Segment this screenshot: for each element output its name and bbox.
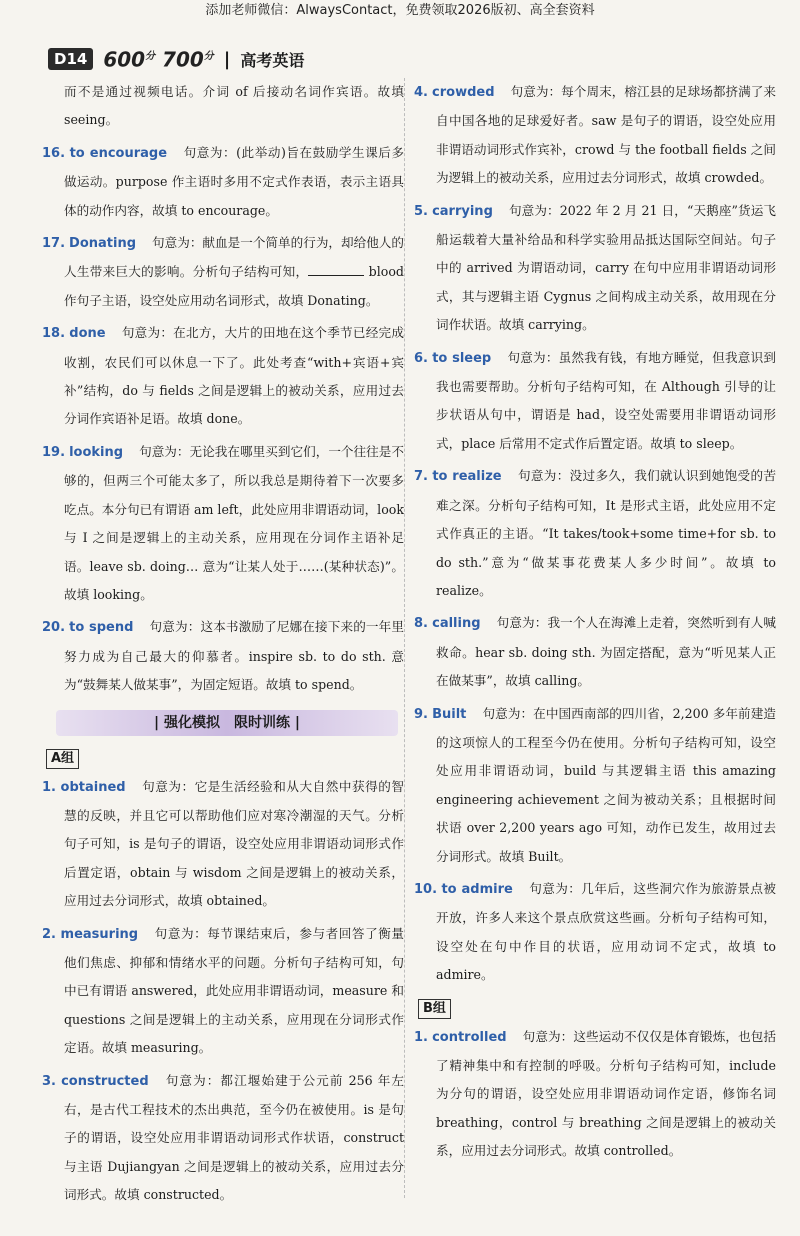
explanation: 句意为：在北方，大片的田地在这个季节已经完成收割，农民们可以休息一下了。此处考查“with+宾语+宾补”结构，do 与 fields 之间是逻辑上的被动关系，应用过去分词作宾语补足语。故填 done。 (64, 325, 404, 427)
item-number: 10. (414, 881, 438, 897)
top-promo-note: 添加老师微信：AlwaysContact，免费领取2026版初、高全套资料 (205, 3, 595, 18)
explanation: 句意为：(此举动)旨在鼓励学生课后多做运动。purpose 作主语时多用不定式作表语，表示主语具体的动作内容，故填 to encourage。 (64, 144, 404, 218)
answer-item-a4 (414, 78, 776, 193)
explanation: 句意为：2022 年 2 月 21 日，“天鹅座”货运飞船运载着大量补给品和科学实验用品抵达国际空间站。句子中的 arrived 为谓语动词，carry 在句中应用非谓语动词形式，其与逻辑主语 Cygnus 之间构成主动关系，故用现在分词作状语。故填 carrying。 (436, 202, 776, 333)
answer-key: crowded (432, 85, 495, 100)
item-number: 5. (414, 203, 428, 219)
score-b: 700 (162, 47, 204, 72)
answer-key: to spend (69, 620, 134, 636)
explanation: 句意为：我一个人在海滩上走着，突然听到有人喊救命。hear sb. doing sth. 为固定搭配，意为“听见某人正在做某事”，故填 calling。 (436, 615, 777, 689)
explanation: 句意为：这些运动不仅仅是体育锻炼，也包括了精神集中和有控制的呼吸。分析句子结构可知，include 为分句的谓语，设空处应用非谓语动词作定语，修饰名词 breathing，control 与 breathing 之间是逻辑上的被动关系，应用过去分词形式。故填 controlled。 (436, 1028, 777, 1159)
item-number: 1. (414, 1029, 428, 1045)
score-logo (103, 47, 213, 72)
item-number: 3. (42, 1073, 56, 1089)
answer-key: carrying (432, 203, 493, 219)
answer-item-a5 (414, 197, 776, 340)
score-a-unit: 分 (145, 50, 156, 62)
item-number: 7. (414, 469, 428, 485)
answer-key: to sleep (432, 350, 492, 366)
right-column (414, 78, 776, 1170)
item-number: 1. (42, 779, 56, 795)
answer-key: Donating (69, 236, 137, 252)
explanation-cont: blood 作句子主语，设空处应用动名词形式，故填 Donating。 (64, 264, 404, 308)
answer-key: to encourage (69, 145, 168, 161)
subject-title: 高考英语 (240, 50, 305, 70)
answer-item-19 (42, 438, 404, 609)
answer-key: looking (69, 444, 124, 460)
explanation: 句意为：这本书激励了尼娜在接下来的一年里努力成为自己最大的仰慕者。inspire sb. to do sth. 意为“鼓舞某人做某事”，为固定短语。故填 to spend。 (64, 619, 404, 693)
item-number: 18. (42, 326, 66, 342)
item-number: 19. (42, 444, 66, 460)
answer-item-17 (42, 229, 404, 315)
item-number: 4. (414, 85, 428, 100)
explanation: 句意为：几年后，这些洞穴作为旅游景点被开放，许多人来这个景点欣赏这些画。分析句子结构可知，设空处在句中作目的状语，应用动词不定式，故填 to admire。 (436, 880, 776, 983)
group-b-label: B组 (418, 999, 451, 1019)
left-column (42, 78, 404, 1214)
answer-key: controlled (432, 1029, 507, 1045)
explanation: 句意为：每节课结束后，参与者回答了衡量他们焦虑、抑郁和情绪水平的问题。分析句子结构可知，句中已有谓语 answered，此处应用非谓语动词，measure 和 questions 之间是逻辑上的主动关系，应用现在分词形式作定语。故填 measuring。 (64, 925, 404, 1056)
answer-item-a6 (414, 344, 776, 459)
score-a: 600 (103, 47, 146, 72)
answer-item-a7 (414, 462, 776, 605)
answer-item-18 (42, 319, 404, 434)
group-a-label: A组 (46, 749, 79, 769)
answer-key: constructed (61, 1073, 149, 1089)
item-number: 8. (414, 616, 428, 632)
item-number: 17. (42, 236, 66, 252)
answer-item-a8 (414, 609, 776, 695)
answer-item-a10 (414, 875, 776, 990)
answer-key: done (69, 326, 106, 342)
answer-item-a9 (414, 700, 776, 871)
explanation: 句意为：在中国西南部的四川省，2,200 多年前建造的这项惊人的工程至今仍在使用。分析句子结构可知，设空处应用非谓语动词，build 与其逻辑主语 this amazing engineering achievement 之间为被动关系；且根据时间状语 over 2,200 years ago 可知，动作已发生，故用过去分词形式。故填 Built。 (436, 705, 776, 864)
answer-key: measuring (60, 926, 139, 942)
answer-item-15-continued: 而不是通过视频电话。介词 of 后接动名词作宾语。故填 seeing。 (64, 84, 404, 128)
item-number: 2. (42, 926, 56, 942)
answer-item-a3 (42, 1067, 404, 1210)
column-divider (404, 78, 405, 1198)
answer-key: obtained (60, 779, 126, 795)
answer-key: to realize (432, 469, 502, 485)
explanation: 句意为：每个周末，榕江县的足球场都挤满了来自中国各地的足球爱好者。saw 是句子的谓语，设空处应用非谓语动词形式作宾补，crowd 与 the football fields 之间为逻辑上的被动关系，应用过去分词形式，故填 crowded。 (436, 84, 777, 186)
explanation: 句意为：虽然我有钱，有地方睡觉，但我意识到我也需要帮助。分析句子结构可知，在 Although 引导的让步状语从句中，谓语是 had，设空处需要用非谓语动词形式，place 后常用不定式作后置定语。故填 to sleep。 (436, 349, 776, 451)
explanation: 句意为：没过多久，我们就认识到她饱受的苦难之深。分析句子结构可知，It 是形式主语，此处应用不定式作真正的主语。“It takes/took+some time+for sb. to do sth.”意为“做某事花费某人多少时间”。故填 to realize。 (436, 468, 776, 598)
section-banner: | 强化模拟 限时训练 | (56, 710, 398, 736)
answer-key: to admire (441, 881, 513, 897)
answer-item-16 (42, 139, 404, 225)
fill-blank (308, 263, 364, 276)
page-header (48, 44, 748, 74)
explanation: 句意为：它是生活经验和从大自然中获得的智慧的反映，并且它可以帮助他们应对寒冷潮湿的天气。分析句子可知，is 是句子的谓语，设空处应用非谓语动词形式作后置定语，obtain 与 wisdom 之间是逻辑上的被动关系，应用过去分词形式，故填 obtained。 (64, 778, 404, 909)
explanation: 句意为：献血是一个简单的行为，却给他人的人生带来巨大的影响。分析句子结构可知， (64, 235, 404, 280)
item-number: 9. (414, 706, 428, 722)
item-number: 16. (42, 145, 66, 161)
answer-item-b1 (414, 1023, 776, 1166)
item-number: 20. (42, 620, 66, 636)
answer-item-20 (42, 613, 404, 699)
answer-key: calling (432, 616, 481, 632)
explanation: 句意为：无论我在哪里买到它们，一个往往是不够的，但两三个可能太多了，所以我总是期待着下一次要多吃点。本分句已有谓语 am left，此处应用非谓语动词，look 与 I 之间是逻辑上的主动关系，应用现在分词作主语补足语。leave sb. doing… 意为“让某人处于……(某种状态)”。故填 looking。 (64, 443, 404, 602)
answer-key: Built (432, 706, 467, 722)
score-b-unit: 分 (203, 50, 214, 62)
answer-item-a1 (42, 773, 404, 916)
header-separator: | (223, 48, 231, 70)
item-number: 6. (414, 350, 428, 366)
answer-item-a2 (42, 920, 404, 1063)
explanation: 句意为：都江堰始建于公元前 256 年左右，是古代工程技术的杰出典范，至今仍在被使用。is 是句子的谓语，设空处应用非谓语动词形式作状语，construct 与主语 Dujiangyan 之间是逻辑上的被动关系，应用过去分词形式。故填 constructed。 (64, 1072, 404, 1203)
page-badge: D14 (48, 48, 93, 70)
